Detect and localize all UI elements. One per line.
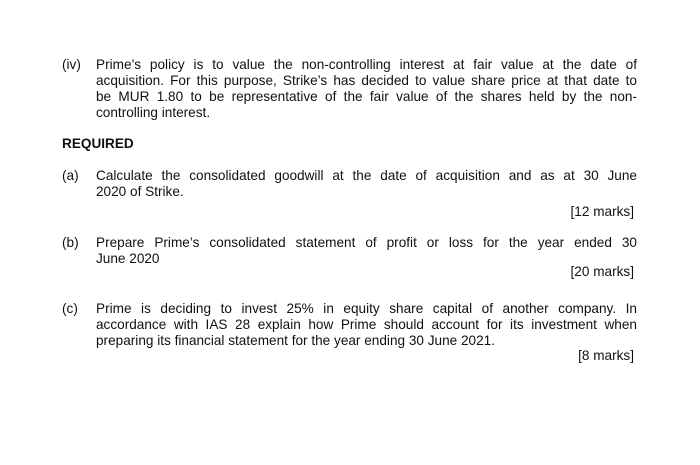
question-a-number: (a) (62, 168, 79, 183)
question-b-marks: [20 marks] (570, 264, 634, 279)
question-b-line-1: Prepare Prime’s consolidated statement of profit or loss for the year ended 30 (96, 235, 637, 250)
question-c-marks: [8 marks] (578, 348, 634, 363)
required-heading: REQUIRED (62, 136, 134, 151)
question-c-line-2: accordance with IAS 28 explain how Prime should account for its investment when (96, 317, 637, 332)
item-iv-text (96, 57, 637, 121)
question-c-number: (c) (62, 301, 78, 316)
question-a-line-1: Calculate the consolidated goodwill at the date of acquisition and as at 30 June (96, 168, 637, 183)
question-b-line-2: June 2020 (96, 251, 160, 266)
question-a-marks: [12 marks] (570, 204, 634, 219)
question-c-text (96, 301, 637, 349)
question-a-line-2: 2020 of Strike. (96, 184, 184, 199)
item-iv-line-4: controlling interest. (96, 105, 211, 120)
question-c (62, 301, 637, 349)
item-iv (62, 57, 637, 121)
item-iv-line-1: Prime’s policy is to value the non-controlling interest at fair value at the date of (96, 57, 637, 72)
question-c-line-3: preparing its financial statement for the year ending 30 June 2021. (96, 333, 496, 348)
item-iv-line-2: acquisition. For this purpose, Strike’s has decided to value share price at that date to (96, 73, 637, 88)
item-iv-number: (iv) (62, 57, 81, 72)
item-iv-line-3: be MUR 1.80 to be representative of the fair value of the shares held by the non- (96, 89, 637, 104)
question-b-text (96, 235, 637, 267)
question-a-text (96, 168, 637, 200)
question-a (62, 168, 637, 200)
question-b (62, 235, 637, 267)
question-b-number: (b) (62, 235, 79, 250)
question-c-line-1: Prime is deciding to invest 25% in equity share capital of another company. In (96, 301, 637, 316)
